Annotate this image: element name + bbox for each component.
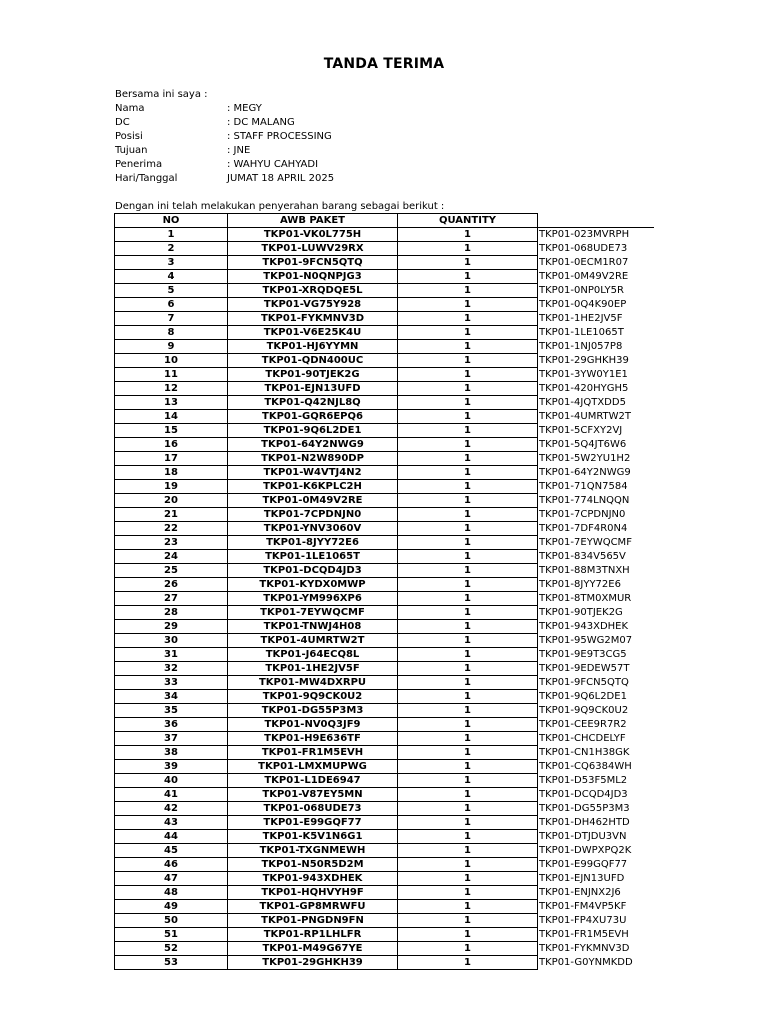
quantity: 1: [398, 438, 538, 452]
table-row: [115, 550, 654, 564]
quantity: 1: [398, 802, 538, 816]
row-number: 30: [115, 634, 228, 648]
awb-reference: TKP01-1LE1065T: [539, 327, 624, 338]
row-number: 22: [115, 522, 228, 536]
awb-number: TKP01-9FCN5QTQ: [228, 256, 398, 270]
field-label: Tujuan: [115, 145, 148, 156]
quantity: 1: [398, 774, 538, 788]
table-row: [115, 802, 654, 816]
quantity: 1: [398, 872, 538, 886]
row-number: 3: [115, 256, 228, 270]
awb-reference: TKP01-0NP0LY5R: [539, 285, 624, 296]
awb-reference: TKP01-420HYGH5: [539, 383, 629, 394]
awb-number: TKP01-MW4DXRPU: [228, 676, 398, 690]
table-row: [115, 536, 654, 550]
awb-number: TKP01-FR1M5EVH: [228, 746, 398, 760]
table-row: [115, 452, 654, 466]
awb-reference: TKP01-7CPDNJN0: [539, 509, 626, 520]
table-row: [115, 508, 654, 522]
quantity: 1: [398, 256, 538, 270]
table-row: [115, 704, 654, 718]
row-number: 10: [115, 354, 228, 368]
awb-number: TKP01-29GHKH39: [228, 956, 398, 970]
quantity: 1: [398, 270, 538, 284]
awb-reference: TKP01-FP4XU73U: [539, 915, 627, 926]
quantity: 1: [398, 354, 538, 368]
quantity: 1: [398, 746, 538, 760]
awb-reference: TKP01-71QN7584: [539, 481, 628, 492]
awb-reference: TKP01-5Q4JT6W6: [539, 439, 627, 450]
quantity: 1: [398, 494, 538, 508]
awb-number: TKP01-H9E636TF: [228, 732, 398, 746]
table-row: [115, 228, 654, 242]
row-number: 39: [115, 760, 228, 774]
awb-number: TKP01-L1DE6947: [228, 774, 398, 788]
field-label: Posisi: [115, 131, 143, 142]
row-number: 19: [115, 480, 228, 494]
row-number: 51: [115, 928, 228, 942]
awb-number: TKP01-VG75Y928: [228, 298, 398, 312]
quantity: 1: [398, 508, 538, 522]
quantity: 1: [398, 914, 538, 928]
awb-number: TKP01-LMXMUPWG: [228, 760, 398, 774]
quantity: 1: [398, 676, 538, 690]
table-row: [115, 410, 654, 424]
table-row: [115, 578, 654, 592]
field-label: Hari/Tanggal: [115, 173, 178, 184]
row-number: 28: [115, 606, 228, 620]
awb-reference: TKP01-068UDE73: [539, 243, 628, 254]
awb-number: TKP01-YM996XP6: [228, 592, 398, 606]
header-no: NO: [115, 214, 228, 228]
awb-number: TKP01-0M49V2RE: [228, 494, 398, 508]
row-number: 15: [115, 424, 228, 438]
quantity: 1: [398, 228, 538, 242]
row-number: 1: [115, 228, 228, 242]
quantity: 1: [398, 956, 538, 970]
table-row: [115, 270, 654, 284]
table-row: [115, 774, 654, 788]
awb-number: TKP01-TNWJ4H08: [228, 620, 398, 634]
row-number: 48: [115, 886, 228, 900]
quantity: 1: [398, 690, 538, 704]
awb-reference: TKP01-1NJ057P8: [539, 341, 623, 352]
table-row: [115, 620, 654, 634]
awb-number: TKP01-N50R5D2M: [228, 858, 398, 872]
row-number: 46: [115, 858, 228, 872]
awb-reference: TKP01-7DF4R0N4: [539, 523, 628, 534]
quantity: 1: [398, 564, 538, 578]
table-row: [115, 886, 654, 900]
quantity: 1: [398, 942, 538, 956]
quantity: 1: [398, 522, 538, 536]
row-number: 5: [115, 284, 228, 298]
awb-reference: TKP01-90TJEK2G: [539, 607, 623, 618]
field-label: Penerima: [115, 159, 163, 170]
awb-reference: TKP01-DTJDU3VN: [539, 831, 627, 842]
table-row: [115, 298, 654, 312]
field-value: : JNE: [227, 145, 251, 156]
awb-number: TKP01-V87EY5MN: [228, 788, 398, 802]
awb-reference: TKP01-FM4VP5KF: [539, 901, 627, 912]
quantity: 1: [398, 648, 538, 662]
awb-reference: TKP01-8JYY72E6: [539, 579, 621, 590]
quantity: 1: [398, 424, 538, 438]
quantity: 1: [398, 816, 538, 830]
awb-reference: TKP01-4UMRTW2T: [539, 411, 632, 422]
row-number: 20: [115, 494, 228, 508]
row-number: 42: [115, 802, 228, 816]
awb-reference: TKP01-5W2YU1H2: [539, 453, 631, 464]
table-row: [115, 396, 654, 410]
table-row: [115, 284, 654, 298]
awb-reference: TKP01-023MVRPH: [539, 229, 630, 241]
awb-reference: TKP01-CN1H38GK: [539, 747, 630, 758]
awb-number: TKP01-1LE1065T: [228, 550, 398, 564]
awb-table: [114, 213, 654, 970]
row-number: 41: [115, 788, 228, 802]
awb-reference: TKP01-0Q4K90EP: [539, 299, 627, 310]
table-row: [115, 830, 654, 844]
awb-reference: TKP01-9E9T3CG5: [539, 649, 627, 660]
table-row: [115, 634, 654, 648]
quantity: 1: [398, 606, 538, 620]
row-number: 33: [115, 676, 228, 690]
quantity: 1: [398, 634, 538, 648]
awb-reference: TKP01-774LNQQN: [539, 495, 630, 506]
row-number: 45: [115, 844, 228, 858]
awb-reference: TKP01-8TM0XMUR: [539, 593, 632, 604]
awb-reference: TKP01-DCQD4JD3: [539, 789, 628, 800]
awb-reference: TKP01-9Q6L2DE1: [539, 691, 627, 702]
awb-number: TKP01-068UDE73: [228, 802, 398, 816]
awb-reference: TKP01-DH462HTD: [539, 817, 630, 828]
awb-number: TKP01-K6KPLC2H: [228, 480, 398, 494]
awb-number: TKP01-1HE2JV5F: [228, 662, 398, 676]
row-number: 44: [115, 830, 228, 844]
table-row: [115, 816, 654, 830]
awb-number: TKP01-HJ6YYMN: [228, 340, 398, 354]
row-number: 47: [115, 872, 228, 886]
table-row: [115, 368, 654, 382]
awb-reference: TKP01-ENJNX2J6: [539, 887, 621, 898]
table-row: [115, 340, 654, 354]
awb-reference: TKP01-88M3TNXH: [539, 565, 630, 576]
awb-reference: TKP01-EJN13UFD: [539, 873, 625, 884]
table-row: [115, 872, 654, 886]
quantity: 1: [398, 284, 538, 298]
table-row: [115, 242, 654, 256]
row-number: 27: [115, 592, 228, 606]
awb-reference: TKP01-95WG2M07: [539, 635, 633, 646]
table-row: [115, 312, 654, 326]
row-number: 17: [115, 452, 228, 466]
table-row: [115, 466, 654, 480]
table-row: [115, 844, 654, 858]
row-number: 7: [115, 312, 228, 326]
quantity: 1: [398, 242, 538, 256]
awb-reference: TKP01-9FCN5QTQ: [539, 677, 629, 688]
awb-number: TKP01-K5V1N6G1: [228, 830, 398, 844]
table-row: [115, 858, 654, 872]
table-row: [115, 746, 654, 760]
table-row: [115, 438, 654, 452]
awb-number: TKP01-7EYWQCMF: [228, 606, 398, 620]
field-value: : WAHYU CAHYADI: [227, 159, 319, 170]
row-number: 21: [115, 508, 228, 522]
header-awb: AWB PAKET: [228, 214, 398, 228]
awb-number: TKP01-GP8MRWFU: [228, 900, 398, 914]
awb-number: TKP01-VK0L775H: [228, 228, 398, 242]
awb-reference: TKP01-CQ6384WH: [539, 761, 632, 772]
awb-reference: TKP01-0ECM1R07: [539, 257, 629, 268]
table-row: [115, 788, 654, 802]
table-row: [115, 942, 654, 956]
quantity: 1: [398, 382, 538, 396]
table-row: [115, 382, 654, 396]
awb-number: TKP01-943XDHEK: [228, 872, 398, 886]
awb-number: TKP01-KYDX0MWP: [228, 578, 398, 592]
header-blank: [538, 214, 654, 228]
quantity: 1: [398, 592, 538, 606]
row-number: 25: [115, 564, 228, 578]
table-row: [115, 326, 654, 340]
awb-reference: TKP01-3YW0Y1E1: [539, 369, 628, 380]
table-row: [115, 662, 654, 676]
quantity: 1: [398, 536, 538, 550]
awb-reference: TKP01-FYKMNV3D: [539, 943, 630, 954]
quantity: 1: [398, 732, 538, 746]
quantity: 1: [398, 928, 538, 942]
awb-number: TKP01-XRQDQE5L: [228, 284, 398, 298]
row-number: 26: [115, 578, 228, 592]
row-number: 36: [115, 718, 228, 732]
awb-number: TKP01-8JYY72E6: [228, 536, 398, 550]
quantity: 1: [398, 368, 538, 382]
row-number: 43: [115, 816, 228, 830]
table-row: [115, 606, 654, 620]
row-number: 8: [115, 326, 228, 340]
awb-reference: TKP01-D53F5ML2: [539, 775, 628, 786]
quantity: 1: [398, 312, 538, 326]
row-number: 16: [115, 438, 228, 452]
quantity: 1: [398, 452, 538, 466]
quantity: 1: [398, 396, 538, 410]
row-number: 24: [115, 550, 228, 564]
field-value: : DC MALANG: [227, 117, 295, 128]
table-row: [115, 760, 654, 774]
awb-reference: TKP01-1HE2JV5F: [539, 313, 623, 324]
awb-number: TKP01-LUWV29RX: [228, 242, 398, 256]
awb-number: TKP01-64Y2NWG9: [228, 438, 398, 452]
awb-number: TKP01-GQR6EPQ6: [228, 410, 398, 424]
awb-number: TKP01-J64ECQ8L: [228, 648, 398, 662]
awb-number: TKP01-NV0Q3JF9: [228, 718, 398, 732]
awb-reference: TKP01-29GHKH39: [539, 355, 629, 366]
row-number: 4: [115, 270, 228, 284]
awb-number: TKP01-4UMRTW2T: [228, 634, 398, 648]
awb-reference: TKP01-64Y2NWG9: [539, 467, 631, 478]
quantity: 1: [398, 830, 538, 844]
awb-number: TKP01-V6E25K4U: [228, 326, 398, 340]
row-number: 49: [115, 900, 228, 914]
row-number: 29: [115, 620, 228, 634]
table-row: [115, 956, 654, 970]
awb-number: TKP01-HQHVYH9F: [228, 886, 398, 900]
table-row: [115, 928, 654, 942]
quantity: 1: [398, 298, 538, 312]
quantity: 1: [398, 788, 538, 802]
awb-number: TKP01-E99GQF77: [228, 816, 398, 830]
awb-number: TKP01-YNV3060V: [228, 522, 398, 536]
awb-reference: TKP01-CEE9R7R2: [539, 719, 627, 730]
awb-number: TKP01-DCQD4JD3: [228, 564, 398, 578]
table-row: [115, 564, 654, 578]
awb-reference: TKP01-G0YNMKDD: [539, 957, 633, 968]
table-body: [115, 228, 654, 970]
table-row: [115, 494, 654, 508]
table-row: [115, 354, 654, 368]
table-row: [115, 256, 654, 270]
row-number: 11: [115, 368, 228, 382]
awb-reference: TKP01-CHCDELYF: [539, 733, 626, 744]
awb-reference: TKP01-9Q9CK0U2: [539, 705, 629, 716]
awb-reference: TKP01-5CFXY2VJ: [539, 425, 623, 436]
row-number: 2: [115, 242, 228, 256]
awb-reference: TKP01-0M49V2RE: [539, 271, 629, 282]
awb-number: TKP01-N2W890DP: [228, 452, 398, 466]
row-number: 37: [115, 732, 228, 746]
row-number: 32: [115, 662, 228, 676]
row-number: 31: [115, 648, 228, 662]
awb-number: TKP01-90TJEK2G: [228, 368, 398, 382]
table-row: [115, 690, 654, 704]
field-value: : MEGY: [227, 103, 262, 114]
awb-number: TKP01-9Q9CK0U2: [228, 690, 398, 704]
quantity: 1: [398, 578, 538, 592]
row-number: 18: [115, 466, 228, 480]
awb-reference: TKP01-7EYWQCMF: [539, 537, 632, 548]
awb-reference: TKP01-DG55P3M3: [539, 803, 630, 814]
table-row: [115, 676, 654, 690]
awb-number: TKP01-Q42NJL8Q: [228, 396, 398, 410]
awb-number: TKP01-M49G67YE: [228, 942, 398, 956]
quantity: 1: [398, 858, 538, 872]
awb-number: TKP01-7CPDNJN0: [228, 508, 398, 522]
awb-number: TKP01-DG55P3M3: [228, 704, 398, 718]
header-quantity: QUANTITY: [398, 214, 538, 228]
table-header-row: [115, 214, 654, 228]
quantity: 1: [398, 480, 538, 494]
table-row: [115, 732, 654, 746]
quantity: 1: [398, 886, 538, 900]
awb-number: TKP01-QDN400UC: [228, 354, 398, 368]
table-row: [115, 914, 654, 928]
table-row: [115, 718, 654, 732]
quantity: 1: [398, 760, 538, 774]
field-label: Nama: [115, 103, 145, 114]
quantity: 1: [398, 662, 538, 676]
row-number: 13: [115, 396, 228, 410]
row-number: 38: [115, 746, 228, 760]
table-row: [115, 424, 654, 438]
table-row: [115, 522, 654, 536]
row-number: 23: [115, 536, 228, 550]
awb-number: TKP01-EJN13UFD: [228, 382, 398, 396]
awb-number: TKP01-FYKMNV3D: [228, 312, 398, 326]
awb-reference: TKP01-834V565V: [539, 551, 626, 562]
intro-line: Bersama ini saya :: [115, 89, 208, 100]
table-row: [115, 648, 654, 662]
row-number: 50: [115, 914, 228, 928]
quantity: 1: [398, 718, 538, 732]
awb-reference: TKP01-DWPXPQ2K: [539, 845, 632, 856]
awb-reference: TKP01-E99GQF77: [539, 859, 628, 870]
awb-number: TKP01-TXGNMEWH: [228, 844, 398, 858]
row-number: 40: [115, 774, 228, 788]
row-number: 6: [115, 298, 228, 312]
row-number: 52: [115, 942, 228, 956]
quantity: 1: [398, 550, 538, 564]
row-number: 12: [115, 382, 228, 396]
quantity: 1: [398, 340, 538, 354]
row-number: 9: [115, 340, 228, 354]
table-row: [115, 900, 654, 914]
field-value: : STAFF PROCESSING: [227, 131, 332, 142]
awb-number: TKP01-W4VTJ4N2: [228, 466, 398, 480]
field-label: DC: [115, 117, 130, 128]
row-number: 35: [115, 704, 228, 718]
quantity: 1: [398, 620, 538, 634]
row-number: 14: [115, 410, 228, 424]
awb-number: TKP01-9Q6L2DE1: [228, 424, 398, 438]
awb-number: TKP01-N0QNPJG3: [228, 270, 398, 284]
awb-number: TKP01-RP1LHLFR: [228, 928, 398, 942]
awb-number: TKP01-PNGDN9FN: [228, 914, 398, 928]
table-row: [115, 480, 654, 494]
awb-reference: TKP01-9EDEW57T: [539, 663, 630, 674]
quantity: 1: [398, 844, 538, 858]
table-row: [115, 592, 654, 606]
handover-statement: Dengan ini telah melakukan penyerahan barang sebagai berikut :: [115, 201, 445, 212]
document-title: TANDA TERIMA: [323, 56, 445, 72]
field-value: JUMAT 18 APRIL 2025: [227, 173, 335, 184]
quantity: 1: [398, 326, 538, 340]
row-number: 34: [115, 690, 228, 704]
quantity: 1: [398, 410, 538, 424]
awb-reference: TKP01-943XDHEK: [539, 621, 629, 632]
awb-reference: TKP01-FR1M5EVH: [539, 929, 629, 940]
awb-reference: TKP01-4JQTXDD5: [539, 397, 626, 408]
quantity: 1: [398, 900, 538, 914]
quantity: 1: [398, 704, 538, 718]
row-number: 53: [115, 956, 228, 970]
quantity: 1: [398, 466, 538, 480]
